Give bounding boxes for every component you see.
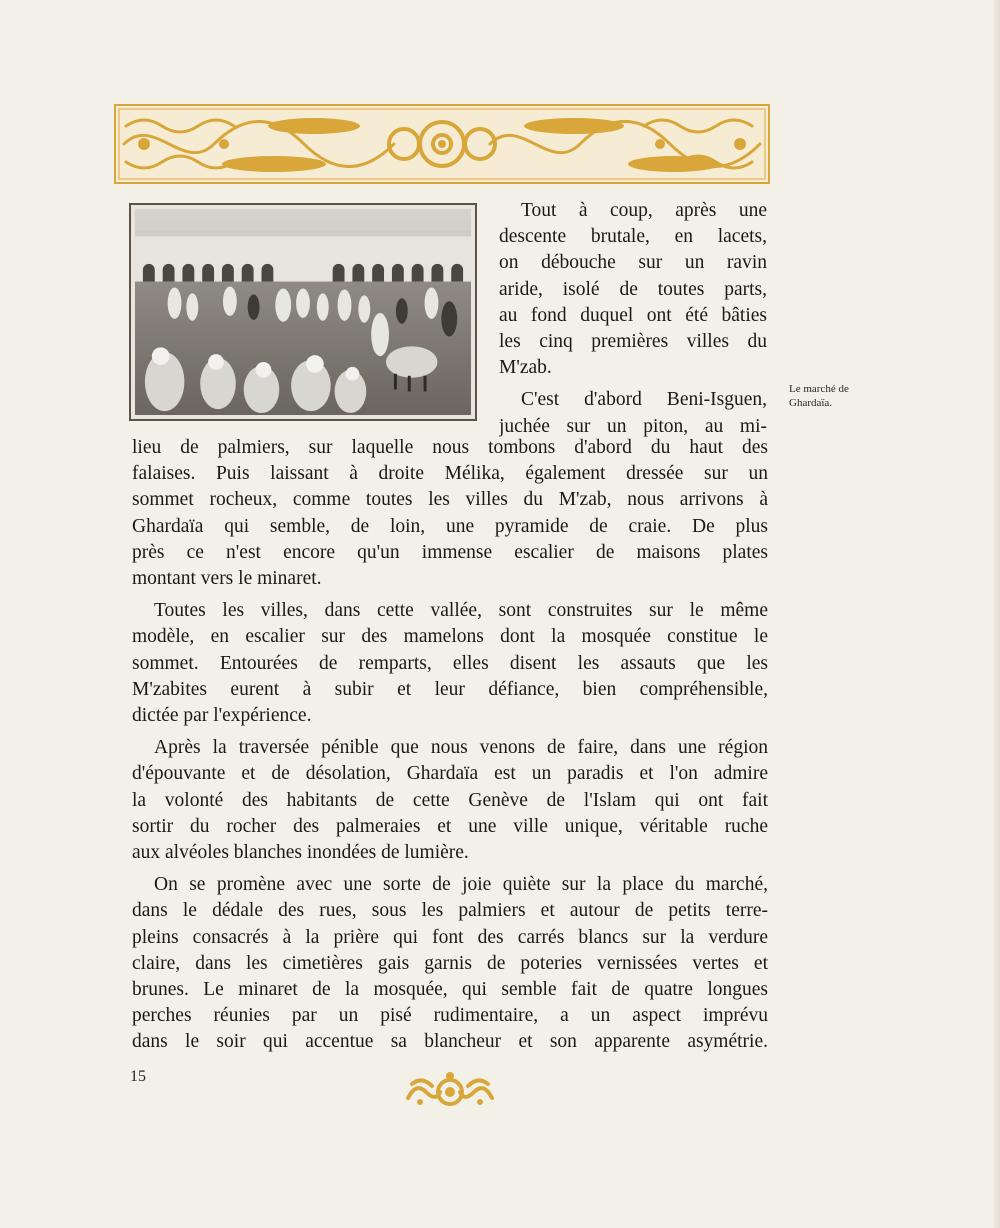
text-line: M'zab. [499,357,552,379]
caption-line: Le marché de [789,383,849,395]
text-line: sortir du rocher des palmeraies et une ville unique, véritable ruche [132,815,768,837]
text-line: aux alvéoles blanches inondées de lumière. [132,842,469,864]
text-line: M'zabites eurent à subir et leur défiance, bien compréhensible, [132,678,768,700]
text-line: montant vers le minaret. [132,568,322,590]
intro-text-column [499,198,767,440]
body-text [132,435,768,1056]
figure-caption [789,382,879,410]
text-line: Ghardaïa qui semble, de loin, une pyramide de craie. De plus [132,515,768,537]
arabesque-tailpiece-icon [402,1068,498,1116]
text-line: perches réunies par un pisé rudimentaire, a un aspect imprévu [132,1005,768,1027]
text-line: dictée par l'expérience. [132,705,312,727]
text-line: sommet rocheux, comme toutes les villes du M'zab, nous arrivons à [132,489,768,511]
text-line: Après la traversée pénible que nous venons de faire, dans une région [154,737,768,759]
text-line: C'est d'abord Beni-Isguen, [521,389,767,411]
page-number: 15 [130,1068,146,1085]
text-line: falaises. Puis laissant à droite Mélika, également dressée sur un [132,463,768,485]
text-line: au fond duquel ont été bâties [499,304,767,326]
caption-line: Ghardaïa. [789,397,833,409]
text-line: modèle, en escalier sur des mamelons dont la mosquée constitue le [132,626,768,648]
text-line: on débouche sur un ravin [499,252,767,274]
text-line: juchée sur un piton, au mi- [499,415,767,437]
text-line: claire, dans les cimetières gais garnis de poteries vernissées vertes et [132,952,768,974]
text-line: brunes. Le minaret de la mosquée, qui semble fait de quatre longues [132,979,768,1001]
text-line: descente brutale, en lacets, [499,226,767,248]
arabesque-banner-icon [114,104,770,184]
text-line: la volonté des habitants de cette Genève de l'Islam qui ont fait [132,789,768,811]
text-line: pleins consacrés à la prière qui font des carrés blancs sur la verdure [132,926,768,948]
page-edge [994,0,1000,1228]
text-line: dans le soir qui accentue sa blancheur et son apparente asymétrie. [132,1031,768,1053]
text-line: aride, isolé de toutes parts, [499,278,767,300]
text-line: On se promène avec une sorte de joie quiète sur la place du marché, [154,874,768,896]
text-line: sommet. Entourées de remparts, elles disent les assauts que les [132,652,768,674]
market-photograph [129,203,477,421]
text-line: dans le dédale des rues, sous les palmiers et autour de petits terre- [132,900,768,922]
text-line: Toutes les villes, dans cette vallée, sont construites sur le même [154,600,768,622]
text-line: près ce n'est encore qu'un immense escalier de maisons plates [132,541,768,563]
text-line: Tout à coup, après une [521,200,767,221]
text-line: lieu de palmiers, sur laquelle nous tombons d'abord du haut des [132,437,768,458]
text-line: les cinq premières villes du [499,331,767,353]
text-line: d'épouvante et de désolation, Ghardaïa est un paradis et l'on admire [132,763,768,785]
